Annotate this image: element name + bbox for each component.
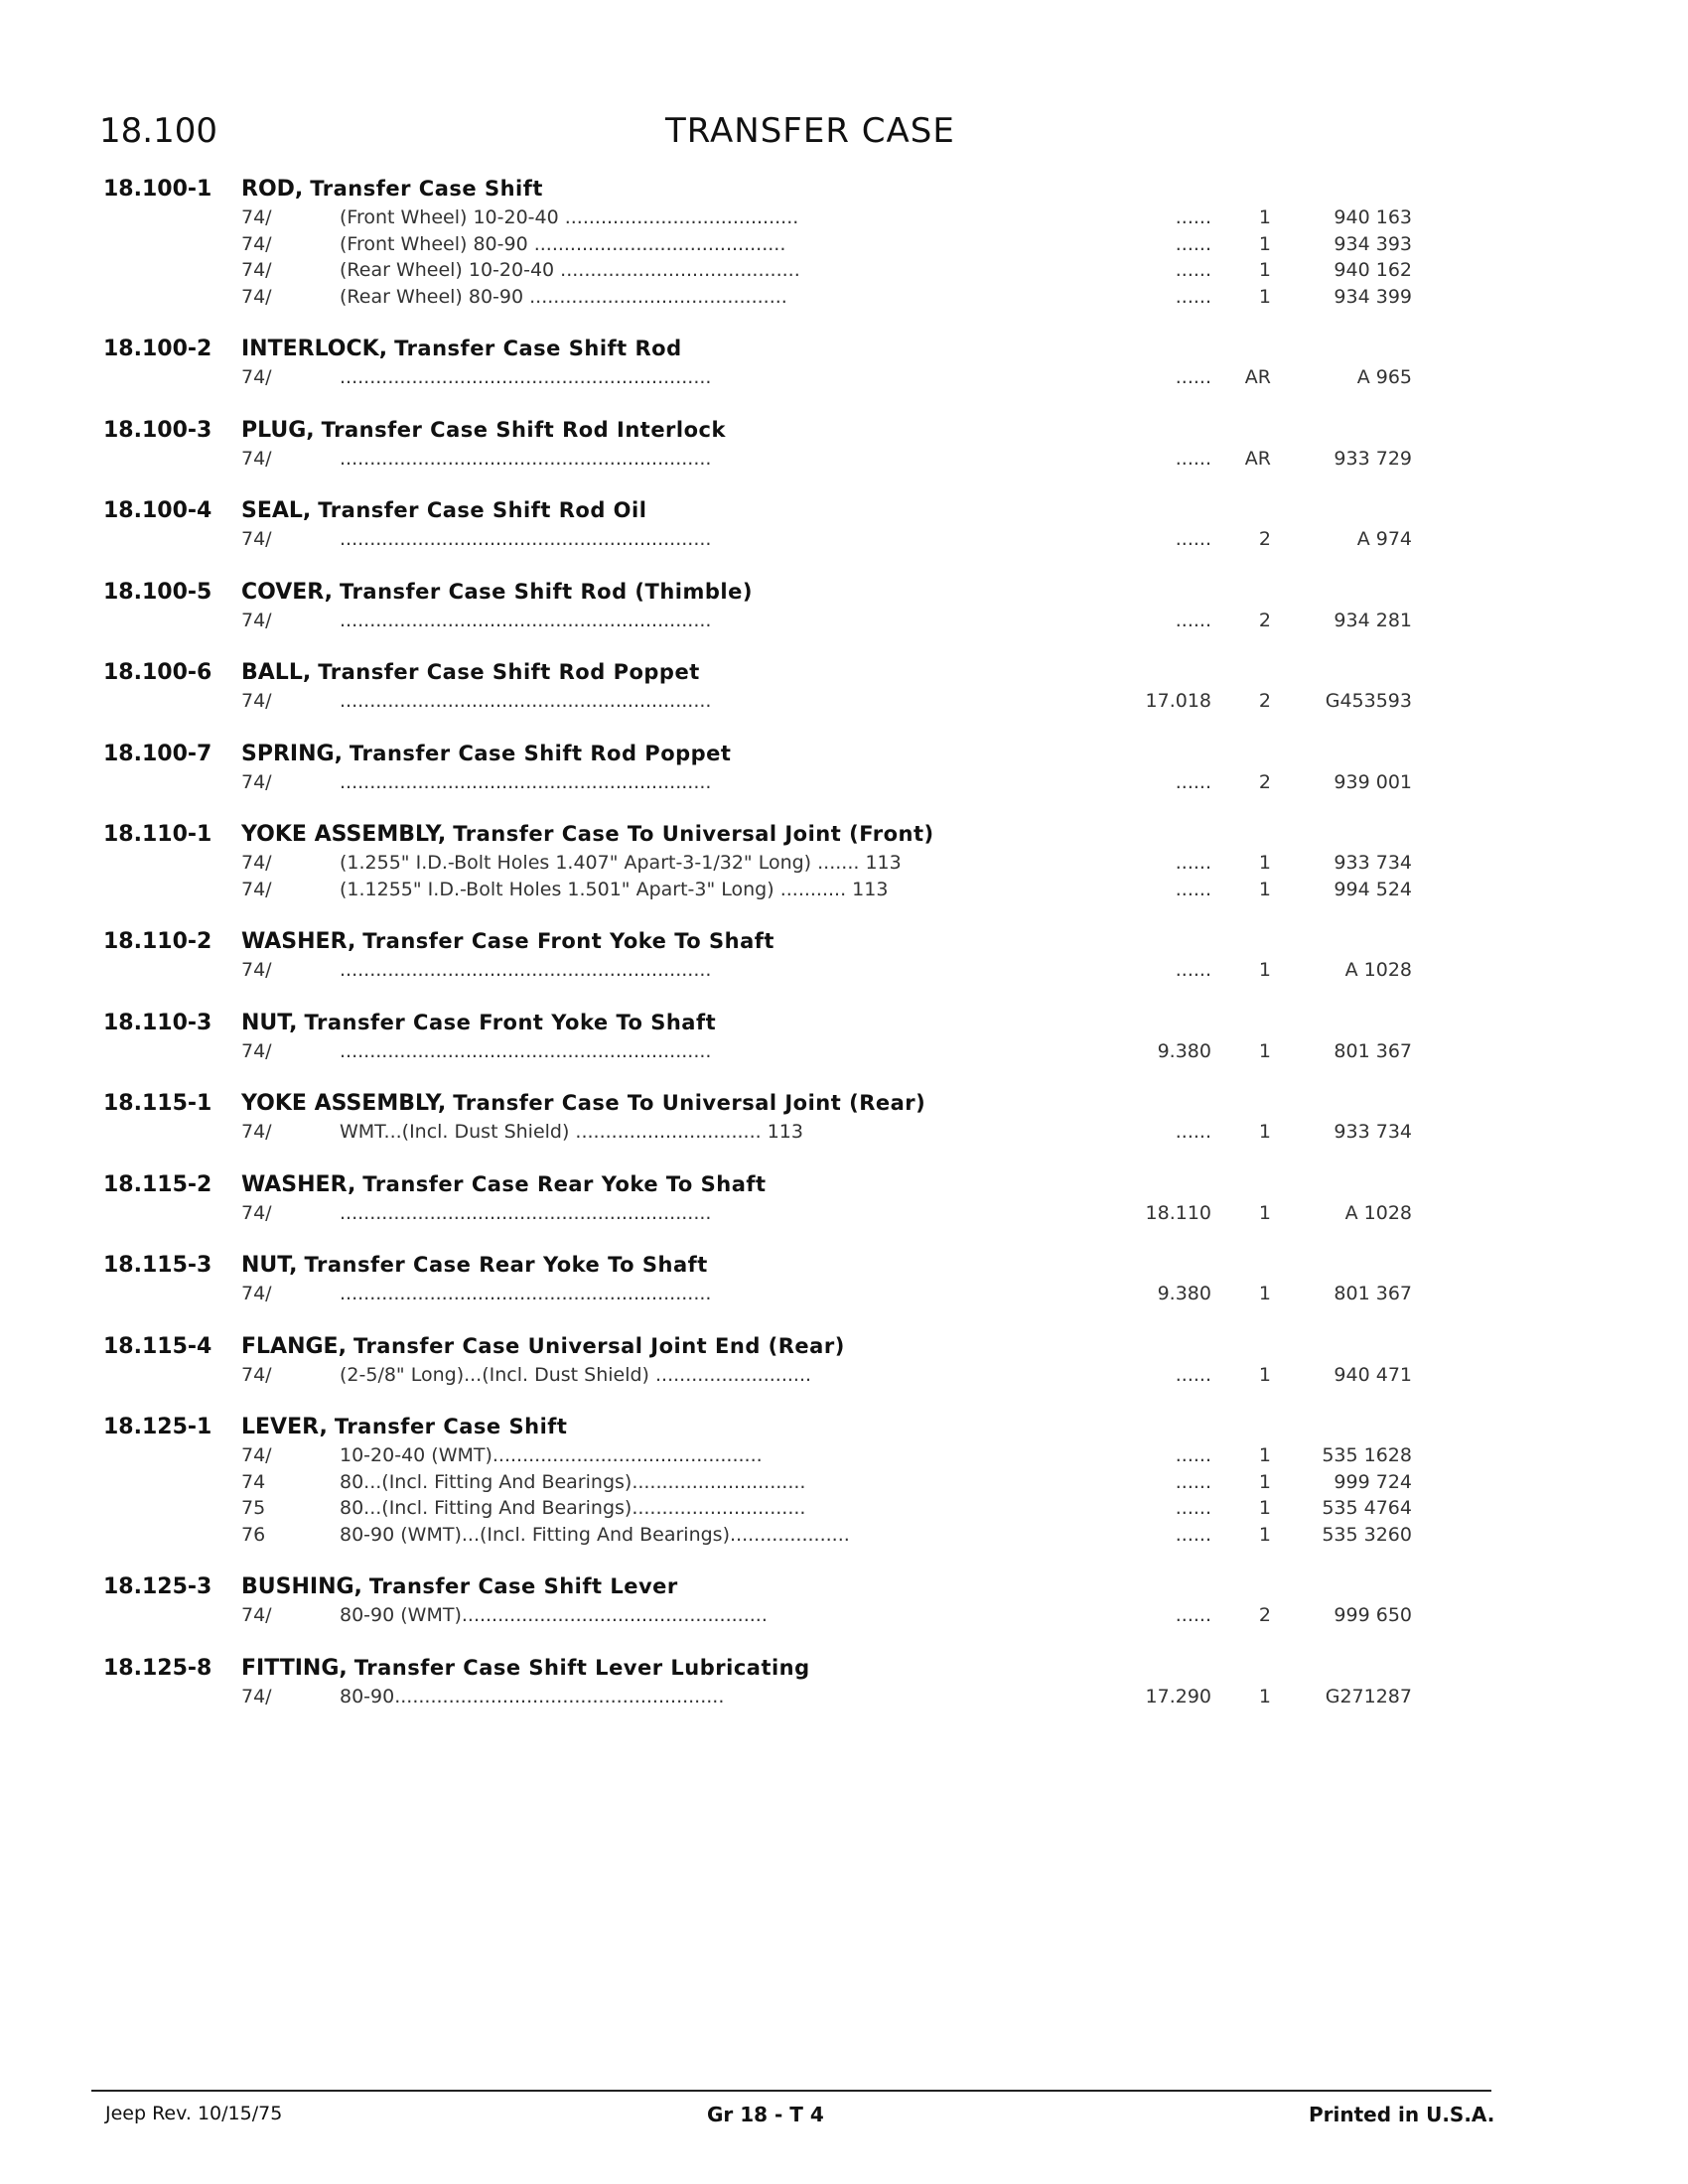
part-number-ref: 18.100-2 bbox=[103, 337, 212, 361]
quantity: 2 bbox=[1258, 690, 1271, 712]
part-name bbox=[241, 1091, 925, 1116]
part-noun: NUT, bbox=[241, 1010, 298, 1035]
application-row bbox=[0, 1362, 1688, 1389]
quantity: 1 bbox=[1258, 1039, 1271, 1062]
cross-reference: ...... bbox=[1175, 366, 1211, 388]
application-detail: .............................................................. bbox=[340, 770, 712, 793]
model-year: 74/ bbox=[241, 259, 272, 281]
model-year: 74/ bbox=[241, 1283, 272, 1304]
application-detail: .............................................................. bbox=[340, 959, 712, 981]
part-heading bbox=[0, 929, 1688, 957]
quantity: 2 bbox=[1258, 770, 1271, 793]
part-number-ref: 18.115-1 bbox=[103, 1091, 212, 1116]
part-number: 999 724 bbox=[1334, 1470, 1412, 1493]
part-heading bbox=[0, 337, 1688, 364]
quantity: 1 bbox=[1258, 1523, 1271, 1546]
part-description: Transfer Case Universal Joint End (Rear) bbox=[352, 1333, 845, 1358]
part-entry bbox=[0, 822, 1688, 902]
part-noun: YOKE ASSEMBLY, bbox=[241, 1091, 447, 1116]
part-number-ref: 18.110-1 bbox=[103, 822, 212, 847]
cross-reference: ...... bbox=[1175, 1444, 1211, 1466]
part-name bbox=[241, 418, 726, 443]
part-number: A 965 bbox=[1356, 366, 1412, 388]
part-description: Transfer Case To Universal Joint (Rear) bbox=[453, 1091, 926, 1115]
part-description: Transfer Case Shift Lever bbox=[368, 1574, 678, 1598]
model-year: 74/ bbox=[241, 770, 272, 793]
part-number-ref: 18.100-3 bbox=[103, 417, 212, 443]
model-year: 74/ bbox=[241, 1604, 272, 1626]
cross-reference: ...... bbox=[1175, 206, 1211, 228]
part-heading bbox=[0, 1091, 1688, 1119]
part-number-ref: 18.110-3 bbox=[103, 1010, 212, 1035]
model-year: 76 bbox=[241, 1523, 266, 1546]
quantity: 1 bbox=[1258, 1201, 1271, 1224]
application-detail: (Rear Wheel) 80-90 ........................................... bbox=[340, 285, 787, 308]
cross-reference: 18.110 bbox=[1145, 1201, 1211, 1224]
part-entry bbox=[0, 1334, 1688, 1389]
part-entry bbox=[0, 1253, 1688, 1307]
application-detail: .............................................................. bbox=[340, 690, 712, 712]
part-description: Transfer Case Shift Rod Poppet bbox=[349, 741, 732, 765]
quantity: 1 bbox=[1258, 1497, 1271, 1519]
part-noun: ROD, bbox=[241, 177, 304, 202]
cross-reference: 9.380 bbox=[1157, 1283, 1211, 1304]
page-header bbox=[0, 111, 1688, 161]
quantity: 1 bbox=[1258, 1363, 1271, 1386]
part-description: Transfer Case Shift Lever Lubricating bbox=[353, 1655, 810, 1680]
cross-reference: ...... bbox=[1175, 285, 1211, 308]
model-year: 74/ bbox=[241, 609, 272, 631]
quantity: 2 bbox=[1258, 1604, 1271, 1626]
part-entry bbox=[0, 498, 1688, 553]
part-entry bbox=[0, 742, 1688, 796]
application-row bbox=[0, 850, 1688, 877]
cross-reference: ...... bbox=[1175, 259, 1211, 281]
application-detail: .............................................................. bbox=[340, 1039, 712, 1062]
quantity: 1 bbox=[1258, 259, 1271, 281]
part-description: Transfer Case To Universal Joint (Front) bbox=[453, 822, 934, 846]
application-detail: 80...(Incl. Fitting And Bearings)............................. bbox=[340, 1470, 806, 1493]
quantity: 1 bbox=[1258, 1444, 1271, 1466]
part-noun: INTERLOCK, bbox=[241, 337, 388, 361]
application-row bbox=[0, 257, 1688, 284]
cross-reference: 17.290 bbox=[1145, 1685, 1211, 1707]
application-detail: (Front Wheel) 80-90 .......................................... bbox=[340, 232, 786, 255]
application-detail: 80-90 (WMT)................................................... bbox=[340, 1604, 768, 1626]
part-number: 999 650 bbox=[1334, 1604, 1412, 1626]
part-number: 994 524 bbox=[1334, 878, 1412, 900]
quantity: 2 bbox=[1258, 609, 1271, 631]
application-row bbox=[0, 1281, 1688, 1307]
part-description: Transfer Case Shift Rod Interlock bbox=[321, 417, 726, 442]
application-row bbox=[0, 957, 1688, 984]
model-year: 74/ bbox=[241, 528, 272, 550]
part-name bbox=[241, 742, 731, 766]
model-year: 74/ bbox=[241, 447, 272, 470]
application-detail: .............................................................. bbox=[340, 1283, 712, 1304]
part-noun: WASHER, bbox=[241, 1171, 356, 1197]
application-detail: .............................................................. bbox=[340, 609, 712, 631]
part-name bbox=[241, 498, 646, 523]
part-description: Transfer Case Shift Rod (Thimble) bbox=[340, 579, 753, 604]
footer-page-number: Gr 18 - T 4 bbox=[707, 2103, 824, 2126]
part-entry bbox=[0, 580, 1688, 634]
application-detail: .............................................................. bbox=[340, 366, 712, 388]
cross-reference: ...... bbox=[1175, 770, 1211, 793]
part-heading bbox=[0, 1574, 1688, 1602]
part-name bbox=[241, 1172, 767, 1197]
part-number: G453593 bbox=[1325, 690, 1412, 712]
application-detail: (2-5/8" Long)...(Incl. Dust Shield) .......................... bbox=[340, 1363, 812, 1386]
part-noun: WASHER, bbox=[241, 929, 356, 954]
part-entry bbox=[0, 337, 1688, 391]
model-year: 74/ bbox=[241, 1201, 272, 1224]
part-number-ref: 18.100-4 bbox=[103, 498, 212, 523]
part-number: 940 162 bbox=[1334, 259, 1412, 281]
part-heading bbox=[0, 418, 1688, 446]
cross-reference: 17.018 bbox=[1145, 690, 1211, 712]
part-number-ref: 18.125-8 bbox=[103, 1655, 212, 1681]
part-heading bbox=[0, 1415, 1688, 1442]
quantity: AR bbox=[1244, 366, 1271, 388]
cross-reference: ...... bbox=[1175, 959, 1211, 981]
cross-reference: ...... bbox=[1175, 1523, 1211, 1546]
part-number: 934 393 bbox=[1334, 232, 1412, 255]
application-detail: (1.1255" I.D.-Bolt Holes 1.501" Apart-3" Long) ........... 113 bbox=[340, 878, 889, 900]
cross-reference: 9.380 bbox=[1157, 1039, 1211, 1062]
application-row bbox=[0, 231, 1688, 258]
application-detail: (Front Wheel) 10-20-40 ....................................... bbox=[340, 206, 799, 228]
part-heading bbox=[0, 580, 1688, 608]
part-noun: YOKE ASSEMBLY, bbox=[241, 822, 447, 847]
part-name bbox=[241, 1011, 716, 1035]
part-noun: SPRING, bbox=[241, 741, 343, 766]
part-heading bbox=[0, 822, 1688, 850]
part-noun: BUSHING, bbox=[241, 1574, 362, 1599]
part-heading bbox=[0, 1011, 1688, 1038]
part-noun: LEVER, bbox=[241, 1415, 328, 1439]
section-number: 18.100 bbox=[99, 111, 217, 151]
application-row bbox=[0, 284, 1688, 311]
part-number: 535 1628 bbox=[1322, 1444, 1412, 1466]
part-name bbox=[241, 580, 753, 605]
cross-reference: ...... bbox=[1175, 1121, 1211, 1143]
model-year: 74/ bbox=[241, 959, 272, 981]
quantity: 1 bbox=[1258, 1283, 1271, 1304]
part-description: Transfer Case Shift Rod Oil bbox=[318, 498, 647, 522]
part-description: Transfer Case Shift Rod Poppet bbox=[318, 660, 700, 684]
cross-reference: ...... bbox=[1175, 232, 1211, 255]
part-heading bbox=[0, 660, 1688, 688]
part-name bbox=[241, 1656, 810, 1681]
part-noun: SEAL, bbox=[241, 498, 312, 523]
part-heading bbox=[0, 498, 1688, 526]
application-detail: 80-90....................................................... bbox=[340, 1685, 725, 1707]
part-number-ref: 18.100-1 bbox=[103, 177, 212, 202]
part-number: A 1028 bbox=[1344, 1201, 1412, 1224]
part-entry bbox=[0, 929, 1688, 984]
model-year: 74/ bbox=[241, 232, 272, 255]
footer-printed: Printed in U.S.A. bbox=[1309, 2103, 1495, 2126]
part-noun: FLANGE, bbox=[241, 1333, 347, 1359]
application-detail: .............................................................. bbox=[340, 1201, 712, 1224]
application-detail: (1.255" I.D.-Bolt Holes 1.407" Apart-3-1/32" Long) ....... 113 bbox=[340, 852, 902, 874]
part-number-ref: 18.100-6 bbox=[103, 660, 212, 685]
part-noun: PLUG, bbox=[241, 417, 315, 443]
part-entry bbox=[0, 1091, 1688, 1146]
part-number: 933 729 bbox=[1334, 447, 1412, 470]
part-name bbox=[241, 929, 774, 954]
cross-reference: ...... bbox=[1175, 609, 1211, 631]
model-year: 74/ bbox=[241, 1039, 272, 1062]
part-number-ref: 18.115-3 bbox=[103, 1253, 212, 1278]
application-row bbox=[0, 1495, 1688, 1522]
part-heading bbox=[0, 1253, 1688, 1281]
part-entry bbox=[0, 660, 1688, 715]
application-row bbox=[0, 877, 1688, 903]
part-heading bbox=[0, 1172, 1688, 1200]
cross-reference: ...... bbox=[1175, 1604, 1211, 1626]
part-heading bbox=[0, 1334, 1688, 1362]
part-entry bbox=[0, 1574, 1688, 1629]
application-row bbox=[0, 205, 1688, 231]
quantity: 1 bbox=[1258, 285, 1271, 308]
part-name bbox=[241, 1253, 708, 1278]
part-number-ref: 18.115-4 bbox=[103, 1333, 212, 1359]
application-detail: .............................................................. bbox=[340, 528, 712, 550]
application-row bbox=[0, 1522, 1688, 1549]
part-description: Transfer Case Shift bbox=[310, 177, 543, 201]
application-row bbox=[0, 364, 1688, 391]
quantity: 1 bbox=[1258, 959, 1271, 981]
part-number: 535 4764 bbox=[1322, 1497, 1412, 1519]
part-number: 933 734 bbox=[1334, 1121, 1412, 1143]
application-detail: 80...(Incl. Fitting And Bearings)............................. bbox=[340, 1497, 806, 1519]
part-entry bbox=[0, 1011, 1688, 1065]
application-row bbox=[0, 1442, 1688, 1469]
application-row bbox=[0, 688, 1688, 715]
part-number: A 1028 bbox=[1344, 959, 1412, 981]
model-year: 74/ bbox=[241, 1685, 272, 1707]
part-description: Transfer Case Front Yoke To Shaft bbox=[362, 929, 774, 953]
part-description: Transfer Case Shift Rod bbox=[394, 337, 682, 360]
part-number: 940 163 bbox=[1334, 206, 1412, 228]
part-entry bbox=[0, 1172, 1688, 1227]
application-row bbox=[0, 1038, 1688, 1065]
model-year: 74/ bbox=[241, 1121, 272, 1143]
part-heading bbox=[0, 1656, 1688, 1684]
part-entry bbox=[0, 1415, 1688, 1548]
part-number: 934 281 bbox=[1334, 609, 1412, 631]
application-row bbox=[0, 526, 1688, 553]
part-number: G271287 bbox=[1325, 1685, 1412, 1707]
part-number: A 974 bbox=[1356, 528, 1412, 550]
application-row bbox=[0, 769, 1688, 796]
model-year: 74/ bbox=[241, 206, 272, 228]
application-row bbox=[0, 1684, 1688, 1710]
model-year: 74/ bbox=[241, 690, 272, 712]
quantity: 1 bbox=[1258, 1470, 1271, 1493]
part-number-ref: 18.125-3 bbox=[103, 1574, 212, 1599]
part-entry bbox=[0, 418, 1688, 473]
application-row bbox=[0, 608, 1688, 634]
part-description: Transfer Case Rear Yoke To Shaft bbox=[304, 1253, 708, 1277]
part-number-ref: 18.115-2 bbox=[103, 1171, 212, 1197]
part-name bbox=[241, 1415, 567, 1439]
application-detail: 10-20-40 (WMT)............................................. bbox=[340, 1444, 763, 1466]
application-detail: (Rear Wheel) 10-20-40 ........................................ bbox=[340, 259, 800, 281]
part-name bbox=[241, 1574, 678, 1599]
part-number-ref: 18.100-7 bbox=[103, 741, 212, 766]
model-year: 74 bbox=[241, 1470, 266, 1493]
part-noun: NUT, bbox=[241, 1253, 298, 1278]
part-noun: BALL, bbox=[241, 660, 312, 685]
part-number-ref: 18.110-2 bbox=[103, 929, 212, 954]
part-noun: FITTING, bbox=[241, 1655, 348, 1681]
part-entry bbox=[0, 177, 1688, 310]
application-row bbox=[0, 1602, 1688, 1629]
cross-reference: ...... bbox=[1175, 852, 1211, 874]
model-year: 74/ bbox=[241, 366, 272, 388]
application-row bbox=[0, 1200, 1688, 1227]
part-number: 535 3260 bbox=[1322, 1523, 1412, 1546]
application-detail: WMT...(Incl. Dust Shield) ............................... 113 bbox=[340, 1121, 803, 1143]
cross-reference: ...... bbox=[1175, 1363, 1211, 1386]
model-year: 75 bbox=[241, 1497, 266, 1519]
quantity: 1 bbox=[1258, 1685, 1271, 1707]
model-year: 74/ bbox=[241, 852, 272, 874]
part-description: Transfer Case Front Yoke To Shaft bbox=[304, 1010, 717, 1034]
quantity: 1 bbox=[1258, 878, 1271, 900]
application-row bbox=[0, 446, 1688, 473]
quantity: 1 bbox=[1258, 852, 1271, 874]
part-description: Transfer Case Shift bbox=[334, 1415, 568, 1438]
application-row bbox=[0, 1469, 1688, 1496]
part-name bbox=[241, 660, 700, 685]
model-year: 74/ bbox=[241, 1444, 272, 1466]
quantity: 2 bbox=[1258, 528, 1271, 550]
part-number-ref: 18.100-5 bbox=[103, 579, 212, 605]
part-heading bbox=[0, 177, 1688, 205]
page-title: TRANSFER CASE bbox=[665, 111, 955, 151]
application-row bbox=[0, 1119, 1688, 1146]
quantity: AR bbox=[1244, 447, 1271, 470]
footer-revision: Jeep Rev. 10/15/75 bbox=[105, 2103, 283, 2124]
part-number: 801 367 bbox=[1334, 1039, 1412, 1062]
part-number: 801 367 bbox=[1334, 1283, 1412, 1304]
part-name bbox=[241, 337, 682, 361]
footer-rule bbox=[91, 2090, 1491, 2092]
part-name bbox=[241, 822, 934, 847]
cross-reference: ...... bbox=[1175, 528, 1211, 550]
model-year: 74/ bbox=[241, 878, 272, 900]
part-noun: COVER, bbox=[241, 579, 334, 605]
part-number: 940 471 bbox=[1334, 1363, 1412, 1386]
application-detail: 80-90 (WMT)...(Incl. Fitting And Bearings).................... bbox=[340, 1523, 850, 1546]
cross-reference: ...... bbox=[1175, 447, 1211, 470]
cross-reference: ...... bbox=[1175, 1470, 1211, 1493]
part-number: 933 734 bbox=[1334, 852, 1412, 874]
model-year: 74/ bbox=[241, 285, 272, 308]
part-heading bbox=[0, 742, 1688, 769]
parts-list bbox=[0, 177, 1688, 1736]
application-detail: .............................................................. bbox=[340, 447, 712, 470]
quantity: 1 bbox=[1258, 206, 1271, 228]
part-number: 939 001 bbox=[1334, 770, 1412, 793]
quantity: 1 bbox=[1258, 1121, 1271, 1143]
part-name bbox=[241, 1334, 845, 1359]
model-year: 74/ bbox=[241, 1363, 272, 1386]
part-number-ref: 18.125-1 bbox=[103, 1415, 212, 1439]
part-name bbox=[241, 177, 543, 202]
part-number: 934 399 bbox=[1334, 285, 1412, 308]
part-entry bbox=[0, 1656, 1688, 1710]
cross-reference: ...... bbox=[1175, 1497, 1211, 1519]
cross-reference: ...... bbox=[1175, 878, 1211, 900]
part-description: Transfer Case Rear Yoke To Shaft bbox=[362, 1171, 767, 1196]
quantity: 1 bbox=[1258, 232, 1271, 255]
